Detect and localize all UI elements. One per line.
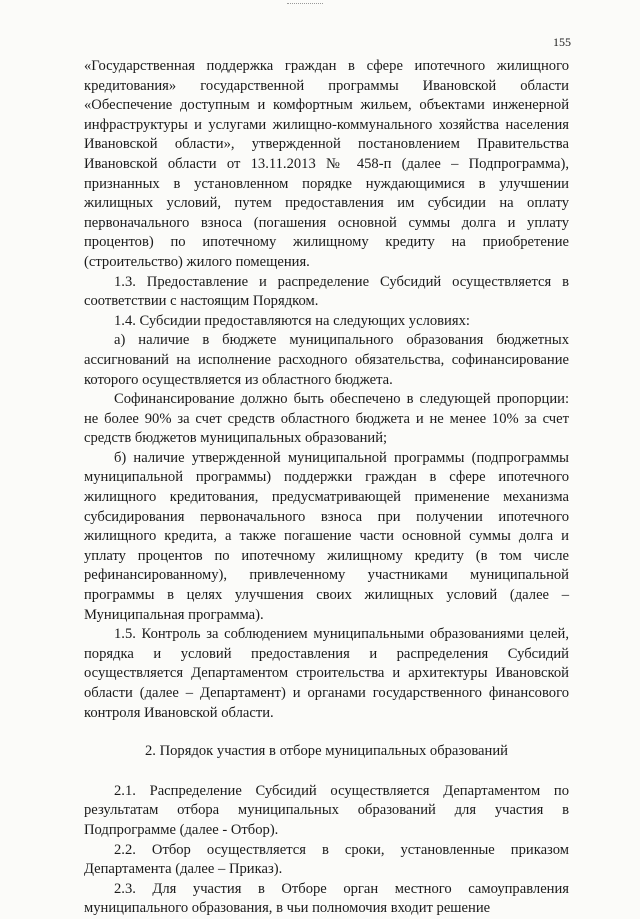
paragraph-2-3: 2.3. Для участия в Отборе орган местного самоуправления муниципального образования, в чьи полномочия входит решение [84, 880, 569, 917]
paragraph-2-2: 2.2. Отбор осуществляется в сроки, установленные приказом Департамента (далее – Приказ). [84, 841, 569, 878]
paragraph-2-1: 2.1. Распределение Субсидий осуществляется Департаментом по результатам отбора муниципальных образований для участия в Подпрограмме (далее - Отбор). [84, 782, 569, 838]
paragraph-continuation: «Государственная поддержка граждан в сфере ипотечного жилищного кредитования» государственной программы Ивановской области «Обеспечение доступным и комфортным жильем, объектами инженерной инфраструктуры и услугами жилищно-коммунального хозяйства населения Ивановской области», утвержденной постановлением Правительства Ивановской области от 13.11.2013 № 458-п (далее – Подпрограмма), признанных в установленном порядке нуждающимися в улучшении жилищных условий, путем предоставления им субсидии на оплату первоначального взноса (погашения основной суммы долга и уплату процентов) по ипотечному жилищному кредиту на приобретение (строительство) жилого помещения. [84, 58, 569, 270]
page-number: 155 [553, 35, 571, 49]
section-heading: 2. Порядок участия в отборе муниципальных образований [145, 743, 508, 760]
paragraph-1-4: 1.4. Субсидии предоставляются на следующих условиях: [114, 312, 470, 329]
paragraph-1-3: 1.3. Предоставление и распределение Субсидий осуществляется в соответствии с настоящим Порядком. [84, 273, 569, 310]
paragraph-1-5: 1.5. Контроль за соблюдением муниципальными образованиями целей, порядка и условий предоставления и распределения Субсидий осуществляется Департаментом строительства и архитектуры Ивановской области (далее – Департамент) и органами государственного финансового контроля Ивановской области. [84, 626, 569, 721]
paragraph-cofinancing: Софинансирование должно быть обеспечено в следующей пропорции: не более 90% за счет средств областного бюджета и не менее 10% за счет средств бюджетов муниципальных образований; [84, 391, 569, 447]
scan-artifact [287, 3, 323, 7]
document-body [84, 57, 569, 919]
paragraph-1-4-b: б) наличие утвержденной муниципальной программы (подпрограммы муниципальной программы) поддержки граждан в сфере ипотечного жилищного кредитования, предусматривающей применение механизма субсидирования первоначального взноса при получении ипотечного жилищного кредита, а также погашение части основной суммы долга и уплату процентов по ипотечному жилищному кредиту (в том числе рефинансированному), привлеченному участниками муниципальной программы в целях улучшения своих жилищных условий (далее – Муниципальная программа). [84, 449, 569, 623]
paragraph-1-4-a: а) наличие в бюджете муниципального образования бюджетных ассигнований на исполнение расходного обязательства, софинансирование которого осуществляется из областного бюджета. [84, 332, 569, 388]
